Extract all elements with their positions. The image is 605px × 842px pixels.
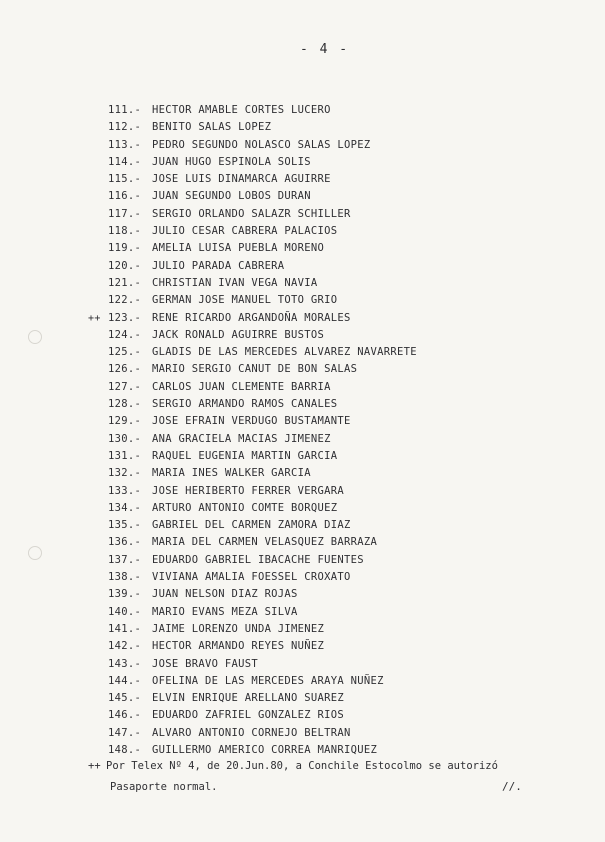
entry-name: CARLOS JUAN CLEMENTE BARRIA [152, 380, 331, 393]
list-item [108, 534, 417, 551]
entry-name: JULIO CESAR CABRERA PALACIOS [152, 225, 338, 238]
list-item [108, 188, 417, 205]
entry-number: 115.- [108, 173, 142, 186]
entry-name: MARIO EVANS MEZA SILVA [152, 605, 298, 618]
entry-number: 116.- [108, 190, 142, 203]
entry-name: RENE RICARDO ARGANDOÑA MORALES [152, 311, 351, 324]
entry-number: 119.- [108, 242, 142, 255]
entry-name: JUAN SEGUNDO LOBOS DURAN [152, 190, 311, 203]
entry-name: JOSE EFRAIN VERDUGO BUSTAMANTE [152, 415, 351, 428]
list-item [108, 119, 417, 136]
list-item [108, 707, 417, 724]
entry-name: ARTURO ANTONIO COMTE BORQUEZ [152, 501, 338, 514]
entry-name: MARIA DEL CARMEN VELASQUEZ BARRAZA [152, 536, 378, 549]
entry-number: 136.- [108, 536, 142, 549]
entry-name: PEDRO SEGUNDO NOLASCO SALAS LOPEZ [152, 138, 371, 151]
entry-number: 126.- [108, 363, 142, 376]
entry-number: 147.- [108, 726, 142, 739]
footnote-line-1: Por Telex Nº 4, de 20.Jun.80, a Conchile Estocolmo se autorizó [106, 760, 498, 772]
list-item [108, 413, 417, 430]
entry-name: EDUARDO GABRIEL IBACACHE FUENTES [152, 553, 364, 566]
entry-name: ALVARO ANTONIO CORNEJO BELTRAN [152, 726, 351, 739]
list-item [108, 604, 417, 621]
list-item [108, 344, 417, 361]
entry-name: OFELINA DE LAS MERCEDES ARAYA NUÑEZ [152, 674, 384, 687]
entry-number: 134.- [108, 501, 142, 514]
end-mark: //. [502, 780, 522, 793]
entry-name: JACK RONALD AGUIRRE BUSTOS [152, 328, 325, 341]
entry-name: EDUARDO ZAFRIEL GONZALEZ RIOS [152, 709, 345, 722]
entry-name: GABRIEL DEL CARMEN ZAMORA DIAZ [152, 519, 351, 532]
entry-number: 148.- [108, 743, 142, 756]
punch-hole [28, 546, 42, 560]
entry-number: 131.- [108, 449, 142, 462]
list-item [108, 223, 417, 240]
list-item [108, 396, 417, 413]
entry-number: 135.- [108, 519, 142, 532]
name-list [88, 102, 417, 759]
list-item [108, 361, 417, 378]
entry-name: HECTOR AMABLE CORTES LUCERO [152, 104, 331, 116]
entry-number: 120.- [108, 259, 142, 272]
list-item [108, 465, 417, 482]
entry-number: 113.- [108, 138, 142, 151]
entry-number: 130.- [108, 432, 142, 445]
list-item [108, 500, 417, 517]
entry-number: 137.- [108, 553, 142, 566]
footnote-mark: ++ [88, 760, 101, 772]
list-item [108, 586, 417, 603]
entry-name: JOSE HERIBERTO FERRER VERGARA [152, 484, 345, 497]
list-item [108, 673, 417, 690]
entry-name: JULIO PARADA CABRERA [152, 259, 285, 272]
entry-number: 114.- [108, 155, 142, 168]
list-item [108, 431, 417, 448]
list-item [108, 552, 417, 569]
entry-number: 142.- [108, 640, 142, 653]
list-item [108, 725, 417, 742]
list-item [108, 171, 417, 188]
entry-number: 144.- [108, 674, 142, 687]
entry-name: JAIME LORENZO UNDA JIMENEZ [152, 622, 325, 635]
list-item [108, 275, 417, 292]
entry-number: 132.- [108, 467, 142, 480]
entry-number: 117.- [108, 207, 142, 220]
punch-hole [28, 330, 42, 344]
entry-name: GLADIS DE LAS MERCEDES ALVAREZ NAVARRETE [152, 346, 417, 359]
entry-name: JUAN NELSON DIAZ ROJAS [152, 588, 298, 601]
entry-name: AMELIA LUISA PUEBLA MORENO [152, 242, 325, 255]
entry-name: RAQUEL EUGENIA MARTIN GARCIA [152, 449, 338, 462]
list-item [108, 154, 417, 171]
entry-number: 139.- [108, 588, 142, 601]
list-item [108, 638, 417, 655]
footnote [88, 756, 498, 798]
list-item [88, 310, 417, 327]
list-item [108, 102, 417, 119]
list-item [108, 240, 417, 257]
entry-number: 128.- [108, 398, 142, 411]
entry-name: CHRISTIAN IVAN VEGA NAVIA [152, 276, 318, 289]
entry-name: ELVIN ENRIQUE ARELLANO SUAREZ [152, 692, 345, 705]
entry-mark: ++ [88, 312, 101, 324]
entry-number: 141.- [108, 622, 142, 635]
page-number: - 4 - [300, 42, 350, 57]
entry-name: JOSE BRAVO FAUST [152, 657, 258, 670]
entry-name: MARIA INES WALKER GARCIA [152, 467, 311, 480]
entry-number: 145.- [108, 692, 142, 705]
entry-name: VIVIANA AMALIA FOESSEL CROXATO [152, 571, 351, 584]
list-item [108, 569, 417, 586]
entry-name: SERGIO ORLANDO SALAZR SCHILLER [152, 207, 351, 220]
list-item [108, 379, 417, 396]
entry-name: JUAN HUGO ESPINOLA SOLIS [152, 155, 311, 168]
list-item [108, 656, 417, 673]
entry-number: 143.- [108, 657, 142, 670]
entry-number: 125.- [108, 346, 142, 359]
entry-number: 138.- [108, 571, 142, 584]
list-item [108, 483, 417, 500]
entry-name: BENITO SALAS LOPEZ [152, 121, 272, 134]
entry-name: ANA GRACIELA MACIAS JIMENEZ [152, 432, 331, 445]
list-item [108, 206, 417, 223]
entry-name: MARIO SERGIO CANUT DE BON SALAS [152, 363, 358, 376]
entry-number: 146.- [108, 709, 142, 722]
entry-number: 123.- [108, 311, 142, 324]
entry-number: 122.- [108, 294, 142, 307]
entry-number: 127.- [108, 380, 142, 393]
entry-number: 129.- [108, 415, 142, 428]
entry-number: 124.- [108, 328, 142, 341]
entry-number: 140.- [108, 605, 142, 618]
entry-number: 112.- [108, 121, 142, 134]
footnote-line-2: Pasaporte normal. [110, 781, 218, 793]
entry-name: SERGIO ARMANDO RAMOS CANALES [152, 398, 338, 411]
entry-number: 118.- [108, 225, 142, 238]
list-item [108, 448, 417, 465]
entry-number: 121.- [108, 276, 142, 289]
entry-name: JOSE LUIS DINAMARCA AGUIRRE [152, 173, 331, 186]
entry-number: 111.- [108, 104, 142, 116]
list-item [108, 517, 417, 534]
entry-name: HECTOR ARMANDO REYES NUÑEZ [152, 640, 325, 653]
list-item [108, 137, 417, 154]
list-item [108, 621, 417, 638]
list-item [108, 258, 417, 275]
list-item [108, 690, 417, 707]
list-item [108, 327, 417, 344]
entry-name: GUILLERMO AMERICO CORREA MANRIQUEZ [152, 743, 378, 756]
entry-name: GERMAN JOSE MANUEL TOTO GRIO [152, 294, 338, 307]
list-item [108, 292, 417, 309]
entry-number: 133.- [108, 484, 142, 497]
